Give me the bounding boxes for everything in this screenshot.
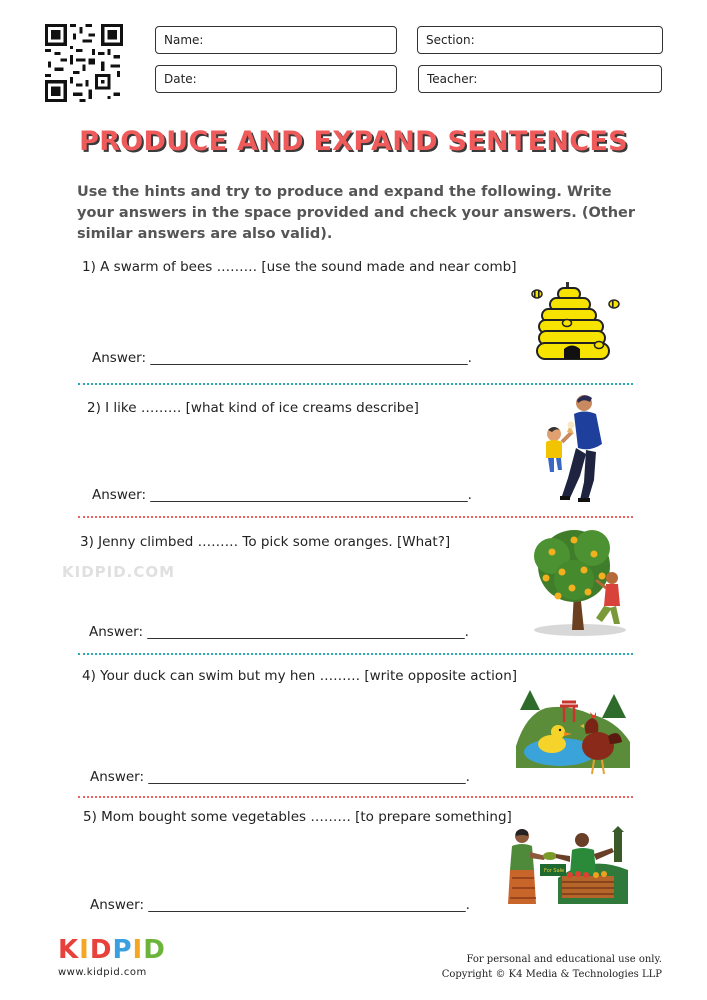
- footer-usage-note: For personal and educational use only.: [466, 954, 662, 965]
- question-1: 1) A swarm of bees ……… [use the sound made and near comb]: [82, 259, 517, 275]
- separator-3: [78, 653, 633, 655]
- question-5: 5) Mom bought some vegetables ……… [to prepare something]: [83, 809, 512, 825]
- answer-2[interactable]: Answer: _______________________________________________.: [92, 487, 472, 503]
- watermark: KIDPID.COM: [62, 563, 176, 581]
- teacher-field[interactable]: [418, 65, 662, 93]
- separator-1: [78, 383, 633, 385]
- question-3: 3) Jenny climbed ……… To pick some oranges. [What?]: [80, 534, 451, 550]
- question-2: 2) I like ……… [what kind of ice creams describe]: [87, 400, 419, 416]
- answer-5[interactable]: Answer: _______________________________________________.: [90, 897, 470, 913]
- answer-4[interactable]: Answer: _______________________________________________.: [90, 769, 470, 785]
- duck-and-hen-illustration: [516, 688, 630, 778]
- page-title: PRODUCE AND EXPAND SENTENCES: [79, 126, 628, 157]
- svg-text:For Sale: For Sale: [544, 868, 565, 874]
- name-field[interactable]: [155, 26, 397, 54]
- beehive-illustration: [528, 282, 623, 368]
- section-field[interactable]: [417, 26, 663, 54]
- logo-word: KIDPID: [58, 935, 166, 965]
- question-4: 4) Your duck can swim but my hen ……… [write opposite action]: [82, 668, 518, 684]
- vegetable-market-illustration: [500, 826, 630, 906]
- instructions: Use the hints and try to produce and expand the following. Write your answers in the space provided and check your answers. (Other similar answers are also valid).: [77, 184, 636, 242]
- footer: [442, 952, 662, 982]
- name-label: Name:: [164, 33, 204, 47]
- separator-2: [78, 516, 633, 518]
- orange-tree-illustration: [522, 526, 628, 638]
- date-field[interactable]: [155, 65, 397, 93]
- ice-cream-illustration: [540, 392, 610, 504]
- date-label: Date:: [164, 72, 197, 86]
- separator-4: [78, 796, 633, 798]
- answer-3[interactable]: Answer: _______________________________________________.: [89, 624, 469, 640]
- qr-code: [45, 24, 123, 102]
- footer-copyright: Copyright © K4 Media & Technologies LLP: [441, 969, 662, 980]
- logo-url: www.kidpid.com: [58, 967, 147, 978]
- kidpid-logo[interactable]: [58, 935, 166, 978]
- answer-1[interactable]: Answer: _______________________________________________.: [92, 350, 472, 366]
- teacher-label: Teacher:: [427, 72, 478, 86]
- section-label: Section:: [426, 33, 475, 47]
